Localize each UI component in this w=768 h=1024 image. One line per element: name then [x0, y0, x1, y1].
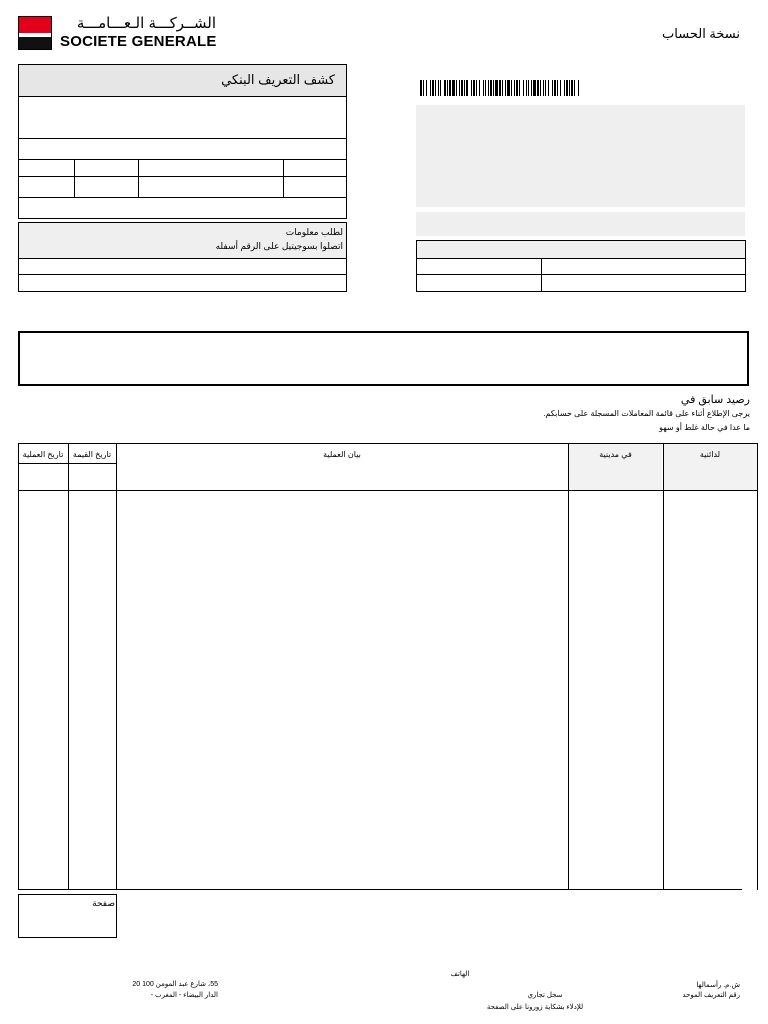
- col-credit: لدائنية: [699, 450, 721, 459]
- barcode-bar: [473, 80, 475, 96]
- footer-ice: رقم التعريف الموحد: [682, 992, 740, 999]
- barcode-bar: [531, 80, 532, 96]
- address-area: [416, 105, 745, 207]
- barcode-bar: [569, 80, 570, 96]
- barcode-bar: [507, 80, 510, 96]
- barcode-bar: [444, 80, 446, 96]
- barcode-bar: [423, 80, 424, 96]
- barcode-bar: [574, 80, 575, 96]
- barcode-bar: [502, 80, 503, 96]
- barcode-bar: [523, 80, 524, 96]
- barcode-bar: [452, 80, 455, 96]
- footer-address-line-2: الدار البيضاء - المغرب -: [150, 992, 218, 999]
- account-holder-box: [18, 331, 749, 386]
- barcode-bar: [432, 80, 434, 96]
- barcode-bar: [488, 80, 489, 96]
- footer-capital: ش.م. رأسمالها: [696, 982, 740, 989]
- barcode-bar: [516, 80, 518, 96]
- barcode-bar: [543, 80, 544, 96]
- col-description: بيان العملية: [323, 450, 361, 459]
- barcode-bar: [426, 80, 427, 96]
- col-debit: في مدينية: [599, 450, 632, 459]
- info-line-1: لطلب معلومات: [285, 227, 343, 237]
- barcode-bar: [490, 80, 492, 96]
- barcode-bar: [483, 80, 484, 96]
- page-label: صفحة: [92, 898, 115, 908]
- barcode-bar: [566, 80, 568, 96]
- barcode-bar: [554, 80, 556, 96]
- barcode-bar: [440, 80, 441, 96]
- barcode-bar: [430, 80, 431, 96]
- barcode-bar: [511, 80, 512, 96]
- barcode-bar: [526, 80, 527, 96]
- barcode-bar: [528, 80, 529, 96]
- barcode-bar: [557, 80, 558, 96]
- barcode-bar: [505, 80, 506, 96]
- barcode-bar: [519, 80, 520, 96]
- footer-trade-register: سجل تجاري: [527, 992, 563, 999]
- logo-latin-text: SOCIETE GENERALE: [60, 33, 217, 50]
- previous-balance-label: رصيد سابق في: [680, 394, 750, 406]
- barcode-bar: [540, 80, 541, 96]
- account-info-box: [416, 240, 746, 292]
- notice-line-2: ما عدا في حالة غلط أو سهو: [659, 423, 750, 432]
- barcode: [420, 80, 656, 96]
- barcode-bar: [545, 80, 546, 96]
- col-value-date: تاريخ القيمة: [72, 450, 112, 459]
- barcode-bar: [459, 80, 460, 96]
- barcode-bar: [485, 80, 486, 96]
- barcode-bar: [471, 80, 472, 96]
- transactions-table: [18, 443, 758, 890]
- barcode-bar: [449, 80, 451, 96]
- logo-mark: [18, 16, 52, 50]
- barcode-bar: [533, 80, 536, 96]
- info-box: [18, 222, 347, 292]
- barcode-bar: [571, 80, 573, 96]
- barcode-bar: [560, 80, 561, 96]
- barcode-bar: [464, 80, 465, 96]
- barcode-bar: [495, 80, 498, 96]
- barcode-bar: [476, 80, 477, 96]
- footer-scan-note: للإدلاء بشكاية زورونا على الصفحة: [486, 1004, 584, 1011]
- barcode-bar: [447, 80, 448, 96]
- logo-arabic-text: الشــركـــة الـعـــامـــة: [76, 15, 216, 32]
- col-operation-date: تاريخ العملية: [22, 450, 64, 459]
- barcode-bar: [552, 80, 553, 96]
- barcode-bar: [578, 80, 579, 96]
- barcode-bar: [479, 80, 480, 96]
- barcode-bar: [435, 80, 436, 96]
- address-strip: [416, 212, 745, 236]
- barcode-bar: [514, 80, 515, 96]
- barcode-bar: [438, 80, 439, 96]
- company-logo: [18, 16, 218, 52]
- barcode-bar: [493, 80, 494, 96]
- barcode-bar: [537, 80, 539, 96]
- account-copy-label: نسخة الحساب: [662, 26, 740, 41]
- info-line-2: اتصلوا بسوجيتيل على الرقم أسفله: [215, 241, 343, 251]
- barcode-bar: [466, 80, 468, 96]
- barcode-bar: [564, 80, 565, 96]
- page-box: [18, 894, 117, 938]
- footer-address-line-1: 55، شارع عبد المومن 100 20: [132, 981, 218, 988]
- rib-box: [18, 64, 347, 219]
- notice-line-1: يرجى الإطلاع أثناء على قائمة المعاملات المسجلة على حسابكم.: [543, 409, 750, 418]
- footer-phone-label: الهاتف: [450, 971, 470, 978]
- rib-box-title: كشف التعريف البنكي: [221, 72, 335, 87]
- barcode-bar: [456, 80, 457, 96]
- barcode-bar: [548, 80, 549, 96]
- barcode-bar: [420, 80, 422, 96]
- barcode-bar: [461, 80, 463, 96]
- barcode-bar: [499, 80, 501, 96]
